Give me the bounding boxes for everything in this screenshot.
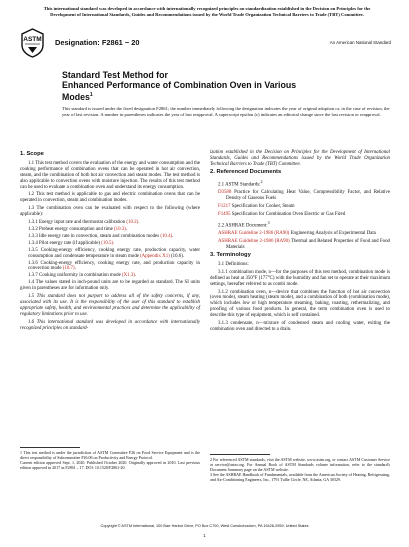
- para-1-1: 1.1 This test method covers the evaluation of the energy and water consumption and the cooking performance of combination ovens that can be operated in hot air convection, steam, and the combination of both hot air convection and steam modes. The test method is also applicable to convection ovens with moisture injection. The results of this test method can be used to evaluate a combination oven and understand its energy consumption.: [20, 160, 200, 190]
- ref-link[interactable]: D3588: [218, 190, 232, 196]
- item-1-3-2: 1.3.2 Preheat energy consumption and time (10.3).: [28, 226, 128, 232]
- issuance-statement: This standard is issued under the fixed designation F2861; the number immediately following the designation indicates the year of original adoption or, in the case of revision, the year of last revision. A number in parentheses indicates the year of last reapproval. A superscript epsilon (ε) indicates an editorial change since the last revision or reapproval.: [62, 106, 390, 117]
- svg-text:ASTM: ASTM: [23, 36, 42, 43]
- para-1-3: 1.3 The combination oven can be evaluated with respect to the following (where applicable):: [20, 206, 200, 218]
- astm-logo: [20, 28, 45, 58]
- ref-link[interactable]: (X1.3): [122, 273, 135, 279]
- section-scope-heading: 1. Scope: [20, 151, 44, 157]
- item-1-3-3: 1.3.3 Idle energy rate in convection, steam and combination modes (10.4).: [28, 233, 174, 239]
- item-1-3-7: 1.3.7 Cooking uniformity in combination mode (X1.3).: [28, 273, 137, 279]
- ref-link[interactable]: (10.4): [160, 233, 173, 239]
- footnote-1-edition: Current edition approved Sept. 1, 2020. Published October 2020. Originally approved in 2010. Last previous edition approved in 2017 as F2861 – 17. DOI: 10.1520/F2861-20.: [20, 459, 200, 470]
- designation: [55, 38, 139, 47]
- ref-ashrae-1: ASHRAE Guideline 2-1986 (RA90) Engineering Analysis of Experimental Data: [218, 231, 376, 237]
- standards-notice: This international standard was developed in accordance with internationally recognized principles on standardization established in the Decision on Principles for the Development of International Standards, Guides and Recommendations issued by the World Trade Organization Technical Barriers to Trade (TBT) Committee.: [43, 6, 371, 17]
- ref-link[interactable]: (10.3): [114, 226, 126, 232]
- para-3-1-3: 3.1.3 condensate, n—mixture of condensed steam and cooling water, exiting the combination oven and directed to a drain.: [210, 321, 390, 332]
- copyright-footer: Copyright © ASTM International, 100 Barr Harbor Drive, PO Box C700, West Conshohocken, PA 19428-2959. United States: [100, 524, 309, 528]
- item-1-3-1: 1.3.1 Energy input rate and thermostat calibration (10.2).: [28, 220, 140, 226]
- title-line-2: Enhanced Performance of Combination Oven in Various: [62, 80, 297, 90]
- para-1-6: 1.6 This international standard was developed in accordance with internationally recognized principles on standard-: [20, 319, 200, 331]
- ref-f1495: F1495 Specification for Combination Oven Electric or Gas Fired: [218, 211, 346, 217]
- item-1-3-5: 1.3.5 Cooking-energy efficiency, cooking energy rate, production capacity, water consumption and condensate temperature in steam mode (Appendix X1) (10.6).: [28, 247, 200, 259]
- footnote-1: [20, 451, 200, 471]
- ref-link[interactable]: (Appendix X1): [140, 253, 170, 259]
- ref-link[interactable]: ASHRAE Guideline 2-1986 (RA90): [218, 239, 290, 245]
- para-3-1: 3.1 Definitions:: [218, 261, 249, 267]
- left-column: [20, 150, 200, 333]
- para-3-1-2: 3.1.2 combination oven, n—device that combines the function of hot air convection (oven mode), steam heating (steam mode), and a combination of both (combination mode), which includes low or high temperature steaming, baking, roasting, rethermalizing, and proofing of various food products. In general, the term combination oven is used to describe this type of equipment, which is self contained.: [210, 289, 390, 319]
- ref-link[interactable]: ASHRAE Guideline 2-1986 (RA90): [218, 231, 290, 237]
- section-referenced-documents-heading: 2. Referenced Documents: [210, 168, 282, 175]
- ref-link[interactable]: F1217: [218, 203, 231, 209]
- section-terminology-heading: 3. Terminology: [210, 252, 251, 259]
- ref-ashrae-2: ASHRAE Guideline 2-1986 (RA90) Thermal and Related Properties of Food and Food Materials: [218, 239, 390, 251]
- para-2-2: 2.2 ASHRAE Document:$^3$: [218, 219, 270, 229]
- designation-number: F2861 − 20: [101, 38, 140, 47]
- ref-link[interactable]: F1495: [218, 211, 231, 217]
- scope-items: [20, 220, 200, 279]
- para-1-4: 1.4 The values stated in inch-pound units are to be regarded as standard. The SI units given in parentheses are for information only.: [20, 280, 200, 292]
- footnotes-right: [210, 458, 390, 483]
- para-3-1-1: 3.1.1 combination mode, n—for the purposes of this test method, combination mode is defined as heat at 350°F (177°C) with the humidity and fan set to operate at their maximum settings, hereafter referred to as combi mode.: [210, 269, 390, 287]
- para-1-2: 1.2 This test method is applicable to gas and electric combination ovens that can be operated in convection, steam and combination modes.: [20, 192, 200, 204]
- ref-link[interactable]: (10.7): [62, 266, 75, 272]
- para-1-5: 1.5 This standard does not purport to address all of the safety concerns, if any, associated with its use. It is the responsibility of the user of this standard to establish appropriate safety, health, and environmental practices and determine the applicability of regulatory limitations prior to use.: [20, 294, 200, 317]
- ref-link[interactable]: (10.5): [101, 240, 114, 246]
- right-column: [210, 150, 390, 335]
- para-1-6-continued: ization established in the Decision on Principles for the Development of International Standards, Guides and Recommendations issued by the World Trade Organization Technical Barriers to Trade (TBT) Committee.: [210, 150, 390, 167]
- footnote-divider-left: [20, 447, 80, 448]
- ref-d3588: D3588 Practice for Calculating Heat Value, Compressibility Factor, and Relative Density of Gaseous Fuels: [218, 190, 391, 202]
- title-line-1: Standard Test Method for: [62, 70, 168, 80]
- footnote-1-text: 1 This test method is under the jurisdiction of ASTM Committee F26 on Food Service Equipment and is the direct responsibility of Subcommittee F26.06 on Productivity and Energy Protocol.: [20, 450, 200, 460]
- ref-f1217: F1217 Specification for Cooker, Steam: [218, 203, 295, 209]
- ref-link[interactable]: (10.2): [126, 220, 139, 226]
- designation-label: Designation:: [55, 38, 100, 47]
- document-title: [62, 70, 362, 102]
- title-footnote-ref[interactable]: 1: [89, 92, 93, 98]
- footnote-divider-right: [210, 454, 270, 455]
- item-1-3-6: 1.3.6 Cooking-energy efficiency, cooking energy rate, and production capacity in convection mode (10.7).: [28, 260, 200, 272]
- footnote-2: 2 For referenced ASTM standards, visit the ASTM website, www.astm.org, or contact ASTM Customer Service at service@astm.org. For Annual Book of ASTM Standards volume information, refer to the standard's Document Summary page on the ASTM website.: [210, 457, 390, 472]
- national-standard-label: An American National Standard: [329, 40, 391, 45]
- footnote-3: 3 See the ASHRAE Handbook of Fundamentals, available from the American Society of Heating, Refrigerating, and Air-Conditioning Engineers, Inc., 1791 Tullie Circle, NE, Atlanta, GA 30329.: [210, 471, 390, 482]
- item-1-3-4: 1.3.4 Pilot energy rate (if applicable) (10.5).: [28, 240, 115, 246]
- page-number: 1: [203, 533, 206, 538]
- para-2-1: 2.1 ASTM Standards:$^2$: [218, 178, 263, 188]
- title-line-3: Modes$^1$: [62, 91, 93, 102]
